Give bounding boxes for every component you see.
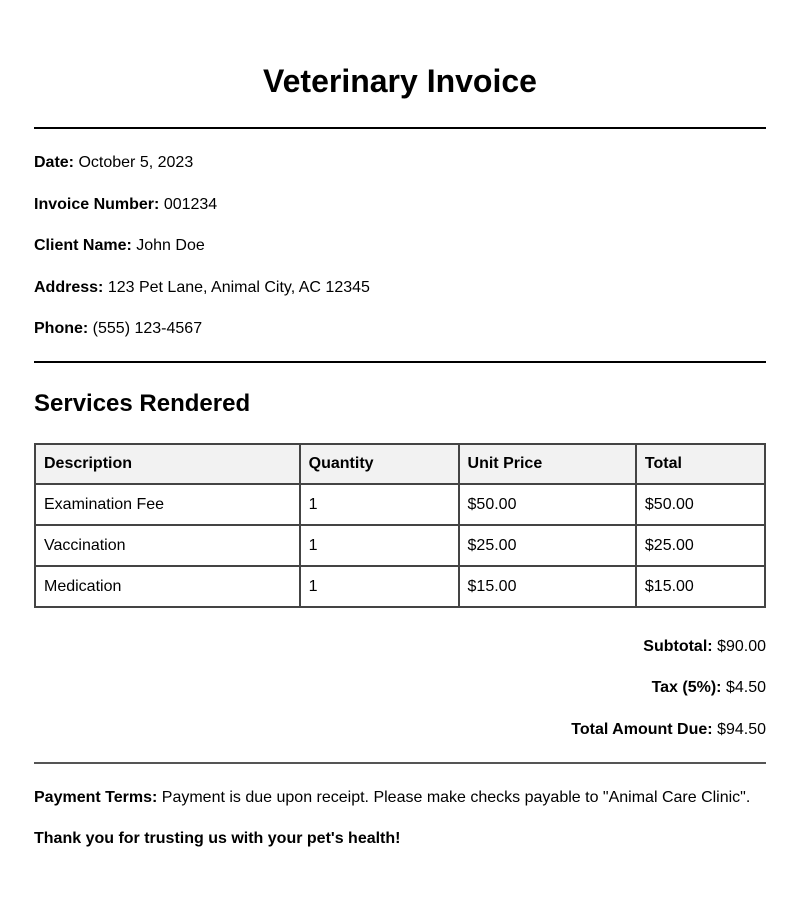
details-divider <box>34 361 766 363</box>
cell-unit-price: $50.00 <box>459 484 636 525</box>
address-line <box>34 278 370 298</box>
thank-you-note: Thank you for trusting us with your pet's health! <box>34 830 401 847</box>
tax-line <box>652 678 766 698</box>
cell-quantity: 1 <box>300 566 459 607</box>
services-table <box>34 443 766 608</box>
column-header-unit-price: Unit Price <box>459 444 636 484</box>
client-name-line <box>34 236 205 256</box>
phone-value: (555) 123-4567 <box>92 320 203 337</box>
column-header-quantity: Quantity <box>300 444 459 484</box>
column-header-description: Description <box>35 444 300 484</box>
cell-quantity: 1 <box>300 484 459 525</box>
payment-terms <box>34 788 750 808</box>
invoice-number-line <box>34 195 217 215</box>
client-name-label: Client Name: <box>34 237 132 254</box>
invoice-number-value: 001234 <box>163 196 218 213</box>
services-heading: Services Rendered <box>34 390 251 417</box>
header-divider <box>34 127 766 129</box>
date-value: October 5, 2023 <box>78 154 194 171</box>
cell-unit-price: $25.00 <box>459 525 636 566</box>
invoice-number-label: Invoice Number: <box>34 196 160 213</box>
address-value: 123 Pet Lane, Animal City, AC 12345 <box>107 279 370 296</box>
cell-unit-price: $15.00 <box>459 566 636 607</box>
phone-label: Phone: <box>34 320 89 337</box>
tax-label: Tax (5%): <box>651 679 722 696</box>
cell-description: Vaccination <box>35 525 300 566</box>
table-row <box>35 484 765 525</box>
table-header-row <box>35 444 765 484</box>
phone-line <box>34 319 202 339</box>
total-due-value: $94.50 <box>717 721 766 738</box>
date-label: Date: <box>34 154 75 171</box>
date-line <box>34 153 193 173</box>
tax-value: $4.50 <box>725 679 766 696</box>
subtotal-line <box>643 637 766 657</box>
total-due-label: Total Amount Due: <box>571 721 713 738</box>
address-label: Address: <box>34 279 104 296</box>
cell-total: $15.00 <box>636 566 765 607</box>
total-due-line <box>571 720 766 740</box>
column-header-total: Total <box>636 444 765 484</box>
cell-total: $50.00 <box>636 484 765 525</box>
cell-description: Examination Fee <box>35 484 300 525</box>
cell-description: Medication <box>35 566 300 607</box>
cell-quantity: 1 <box>300 525 459 566</box>
subtotal-value: $90.00 <box>717 638 766 655</box>
cell-total: $25.00 <box>636 525 765 566</box>
invoice-title: Veterinary Invoice <box>263 63 537 99</box>
table-row <box>35 525 765 566</box>
subtotal-label: Subtotal: <box>643 638 713 655</box>
payment-terms-text: Payment is due upon receipt. Please make checks payable to "Animal Care Clinic". <box>161 789 751 806</box>
client-name-value: John Doe <box>136 237 205 254</box>
payment-terms-label: Payment Terms: <box>34 789 158 806</box>
summary-divider <box>34 762 766 764</box>
table-row <box>35 566 765 607</box>
